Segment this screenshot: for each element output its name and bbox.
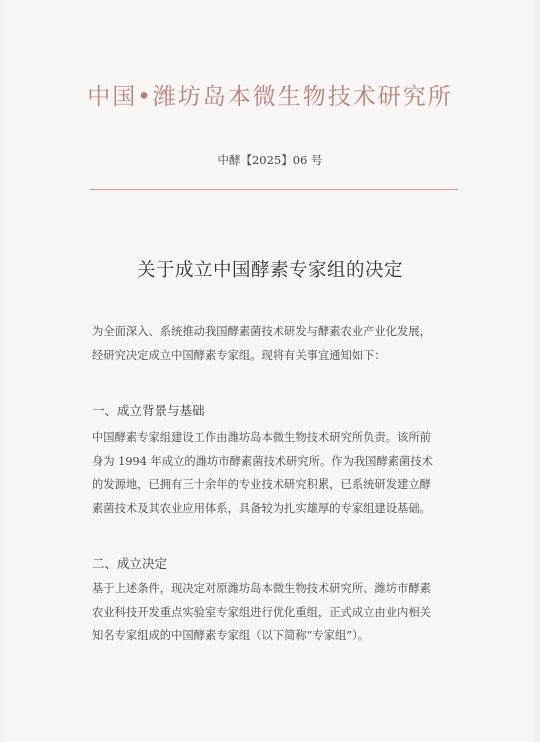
- section-body-background: [92, 426, 464, 520]
- organization-title: 中国•潍坊岛本微生物技术研究所: [87, 84, 453, 110]
- body-line: 农业科技开发重点实验室专家组进行优化重组，正式成立由业内相关: [92, 605, 431, 619]
- body-line: 素菌技术及其农业应用体系，具备较为扎实雄厚的专家组建设基础。: [92, 501, 431, 515]
- section-heading-decision: 二、成立决定: [92, 556, 168, 571]
- section-heading-background: 一、成立背景与基础: [92, 403, 205, 418]
- intro-paragraph: [92, 320, 464, 367]
- section-body-decision: [92, 577, 464, 648]
- document-number: 中酵【2025】06 号: [217, 153, 323, 167]
- body-line: 基于上述条件，现决定对原潍坊岛本微生物技术研究所、潍坊市酵素: [92, 582, 431, 595]
- body-line: 中国酵素专家组建设工作由潍坊岛本微生物技术研究所负责。该所前: [92, 431, 431, 444]
- body-line: 身为 1994 年成立的潍坊市酵素菌技术研究所。作为我国酵素菌技术: [92, 454, 433, 468]
- body-line: 知名专家组成的中国酵素专家组（以下简称“专家组”）。: [92, 629, 370, 642]
- intro-line: 经研究决定成立中国酵素专家组。现将有关事宜通知如下：: [92, 348, 386, 362]
- body-line: 的发源地，已拥有三十余年的专业技术研究积累，已系统研发建立酵: [92, 478, 431, 491]
- header-divider: [90, 189, 458, 190]
- intro-line: 为全面深入、系统推动我国酵素菌技术研发与酵素农业产业化发展，: [92, 325, 431, 338]
- document-title: 关于成立中国酵素专家组的决定: [136, 260, 403, 281]
